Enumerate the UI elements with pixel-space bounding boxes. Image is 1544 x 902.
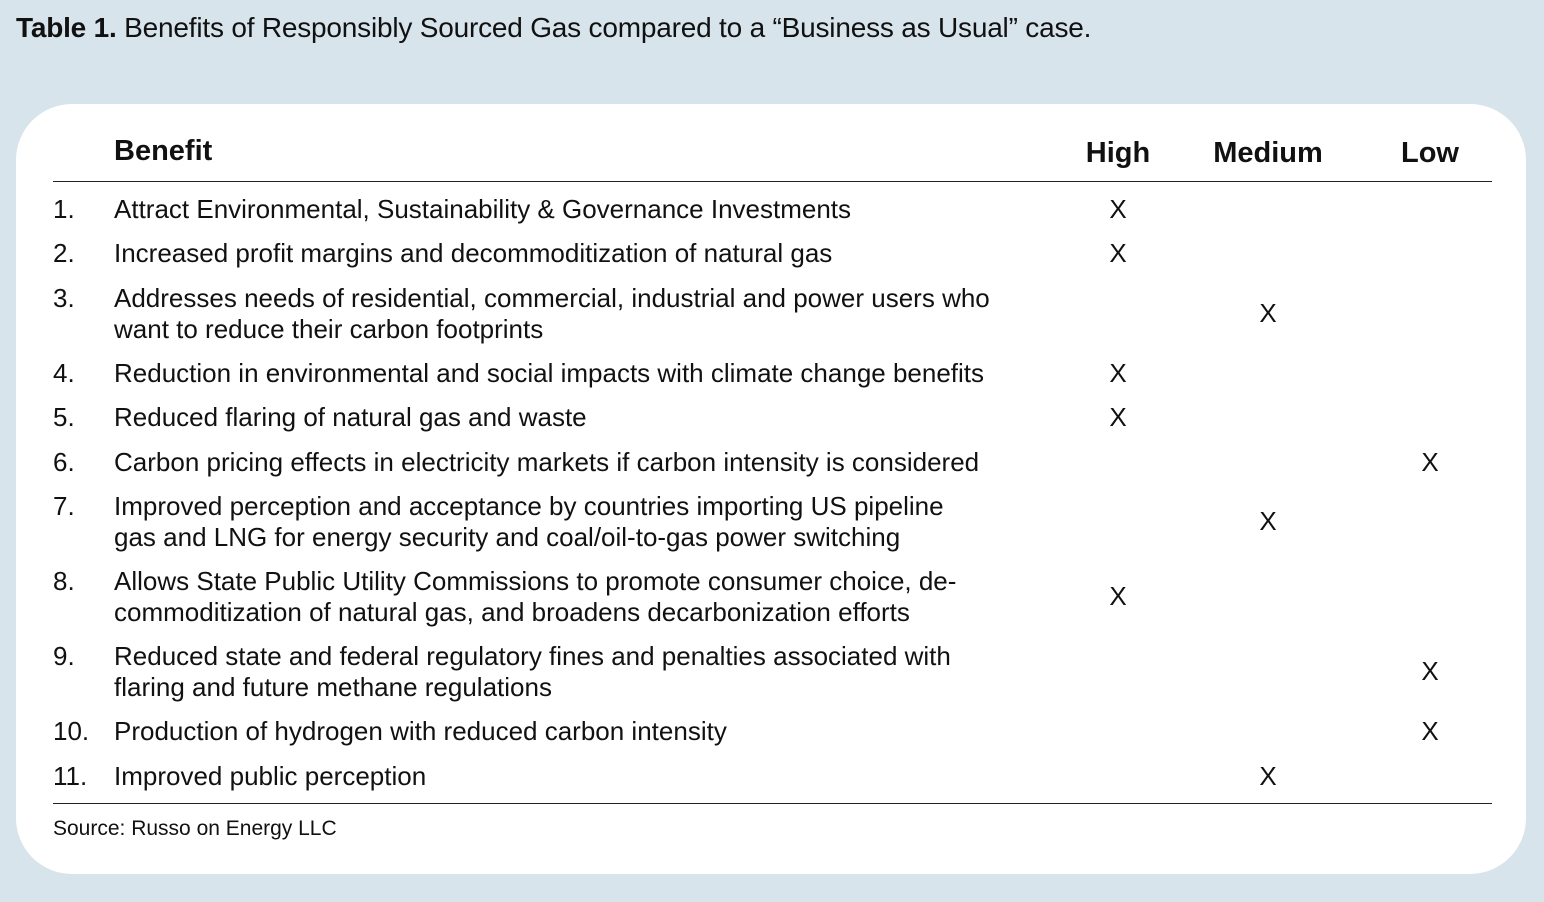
row-benefit-text: Reduced flaring of natural gas and waste [114, 402, 587, 432]
rating-mark-medium: X [1259, 298, 1277, 328]
row-benefit-text: Reduction in environmental and social impacts with climate change benefits [114, 358, 985, 388]
row-benefit-text: Increased profit margins and decommoditization of natural gas [114, 238, 833, 268]
rating-mark-low: X [1421, 447, 1439, 477]
header-medium-label: Medium [1213, 137, 1323, 169]
row-number: 1. [53, 194, 75, 224]
row-benefit-text: Addresses needs of residential, commercial, industrial and power users who want to reduce their carbon footprints [114, 283, 990, 344]
row-number: 5. [53, 402, 75, 432]
row-number: 10. [53, 716, 90, 746]
row-benefit-text: Reduced state and federal regulatory fines and penalties associated with flaring and future methane regulations [114, 641, 951, 702]
row-benefit-text: Production of hydrogen with reduced carbon intensity [114, 716, 727, 746]
table-header [53, 131, 1492, 182]
row-number: 6. [53, 447, 75, 477]
row-benefit-text: Improved perception and acceptance by countries importing US pipeline gas and LNG for energy security and coal/oil-to-gas power switching [114, 491, 944, 552]
row-benefit-text: Improved public perception [114, 761, 427, 791]
rating-mark-high: X [1109, 581, 1127, 611]
row-number: 2. [53, 238, 75, 268]
row-number: 7. [53, 491, 75, 521]
row-number: 3. [53, 283, 75, 313]
row-number: 11. [53, 761, 88, 791]
table-caption [16, 10, 1091, 46]
header-benefit: Benefit [114, 135, 213, 167]
source-note: Source: Russo on Energy LLC [53, 817, 337, 840]
rating-mark-high: X [1109, 358, 1127, 388]
rating-mark-low: X [1421, 656, 1439, 686]
caption-label: Table 1. [16, 12, 117, 43]
rating-mark-high: X [1109, 238, 1127, 268]
rating-mark-high: X [1109, 194, 1127, 224]
header-low-label: Low [1401, 137, 1459, 169]
rating-mark-medium: X [1259, 506, 1277, 536]
header-high-label: High [1085, 137, 1151, 169]
row-number: 4. [53, 358, 75, 388]
rating-mark-high: X [1109, 402, 1127, 432]
row-number: 8. [53, 566, 75, 596]
row-number: 9. [53, 641, 75, 671]
table-body [53, 182, 1492, 804]
row-benefit-text: Carbon pricing effects in electricity markets if carbon intensity is considered [114, 447, 980, 477]
rating-mark-low: X [1421, 716, 1439, 746]
caption-text: Benefits of Responsibly Sourced Gas compared to a “Business as Usual” case. [116, 12, 1092, 43]
row-benefit-text: Attract Environmental, Sustainability & Governance Investments [114, 194, 852, 224]
rating-mark-medium: X [1259, 761, 1277, 791]
row-benefit-text: Allows State Public Utility Commissions to promote consumer choice, de- commoditization of natural gas, and broadens decarbonization efforts [114, 566, 957, 627]
